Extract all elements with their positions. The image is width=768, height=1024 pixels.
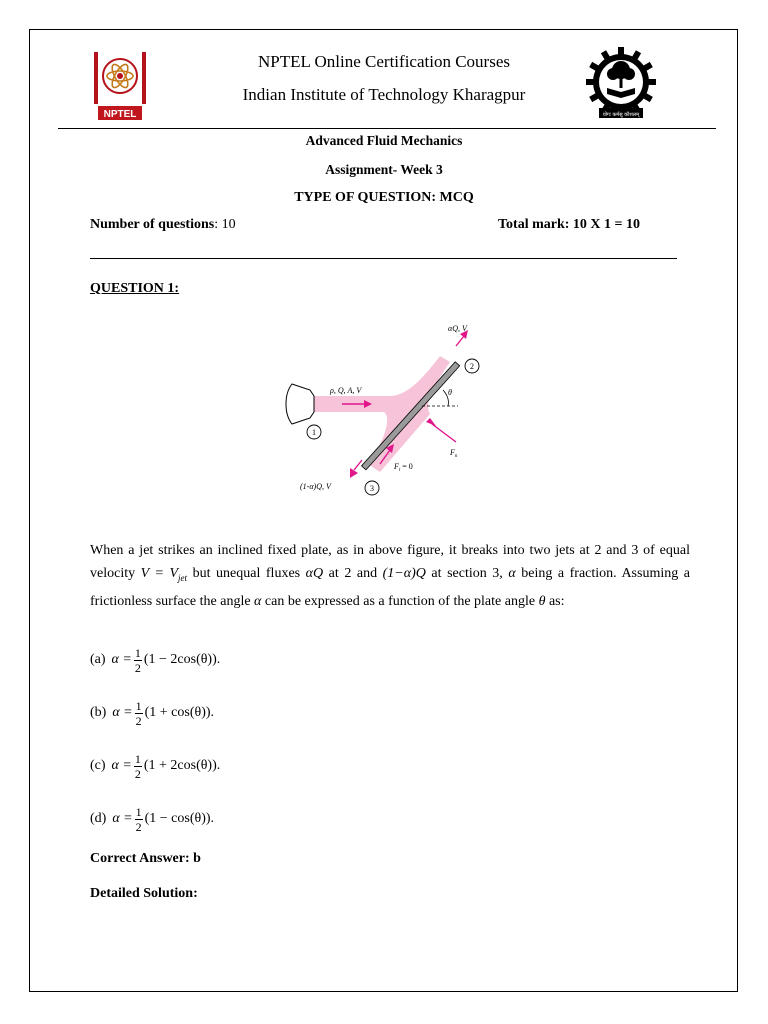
- jet-plate-figure: [280, 318, 500, 498]
- fraction: $\frac{1}{2}$: [134, 751, 141, 781]
- eq-one-minus-alpha-q: (1−α)Q: [382, 566, 426, 581]
- question-heading: QUESTION 1:: [90, 281, 180, 296]
- seal-motto: योगः कर्मसु कौशलम्: [602, 112, 640, 118]
- header-line-1: NPTEL Online Certification Courses: [258, 52, 510, 71]
- label-top-jet: αQ, V: [448, 324, 467, 333]
- eq-alpha-q: αQ: [305, 566, 324, 581]
- nozzle: [286, 384, 314, 424]
- separator-line: [90, 258, 677, 259]
- eq-alpha: α: [508, 566, 516, 581]
- label-tangential-force: $F_t = 0$: [394, 462, 413, 473]
- course-title: Advanced Fluid Mechanics: [305, 133, 463, 148]
- option-c[interactable]: (c) α = $\frac{1}{2}$ (1 + 2cos(θ)).: [90, 751, 221, 781]
- assignment-title: Assignment- Week 3: [325, 162, 443, 177]
- option-d[interactable]: (d) α = $\frac{1}{2}$ (1 − cos(θ)).: [90, 804, 215, 834]
- fraction: $\frac{1}{2}$: [135, 698, 142, 728]
- header-rule: [58, 128, 716, 129]
- fraction: $\frac{1}{2}$: [135, 804, 142, 834]
- jet-stream: [314, 356, 450, 472]
- solution-heading: Detailed Solution:: [90, 886, 198, 901]
- node-2: 2: [470, 362, 474, 371]
- nptel-logo-text: NPTEL: [103, 109, 137, 120]
- label-bottom-jet: (1-α)Q, V: [300, 482, 331, 491]
- eq-velocity: $V = V_{jet}$: [140, 566, 188, 583]
- number-of-questions: [90, 217, 236, 233]
- node-1: 1: [312, 428, 316, 437]
- option-a[interactable]: (a) α = $\frac{1}{2}$ (1 − 2cos(θ)).: [90, 645, 221, 675]
- option-b[interactable]: (b) α = $\frac{1}{2}$ (1 + cos(θ)).: [90, 698, 215, 728]
- question-text: When a jet strikes an inclined fixed plate, as in above figure, it breaks into two jets at 2 and 3 of equal velocity $V = V_{jet}$ but unequal fluxes αQ at 2 and (1−α)Q at section 3, α being a fraction. Assuming a frictionless surface the angle α can be expressed as a function of the plate angle θ as:: [90, 543, 690, 609]
- node-3: 3: [370, 484, 374, 493]
- fraction: $\frac{1}{2}$: [134, 645, 141, 675]
- eq-theta: θ: [538, 593, 546, 609]
- eq-alpha-2: α: [254, 593, 262, 609]
- header-line-2: Indian Institute of Technology Kharagpur: [242, 85, 526, 104]
- question-type: TYPE OF QUESTION: MCQ: [294, 190, 474, 205]
- number-of-questions-value: : 10: [214, 217, 236, 232]
- label-normal-force: $F_n$: [450, 448, 458, 459]
- inclined-plate: [362, 362, 460, 470]
- label-incoming-jet: ρ, Q, A, V: [330, 386, 362, 395]
- number-of-questions-label: Number of questions: [90, 217, 215, 232]
- iit-kharagpur-seal: [583, 46, 659, 124]
- correct-answer: Correct Answer: b: [90, 851, 201, 866]
- label-theta: θ: [448, 388, 452, 397]
- total-mark: Total mark: 10 X 1 = 10: [498, 217, 641, 232]
